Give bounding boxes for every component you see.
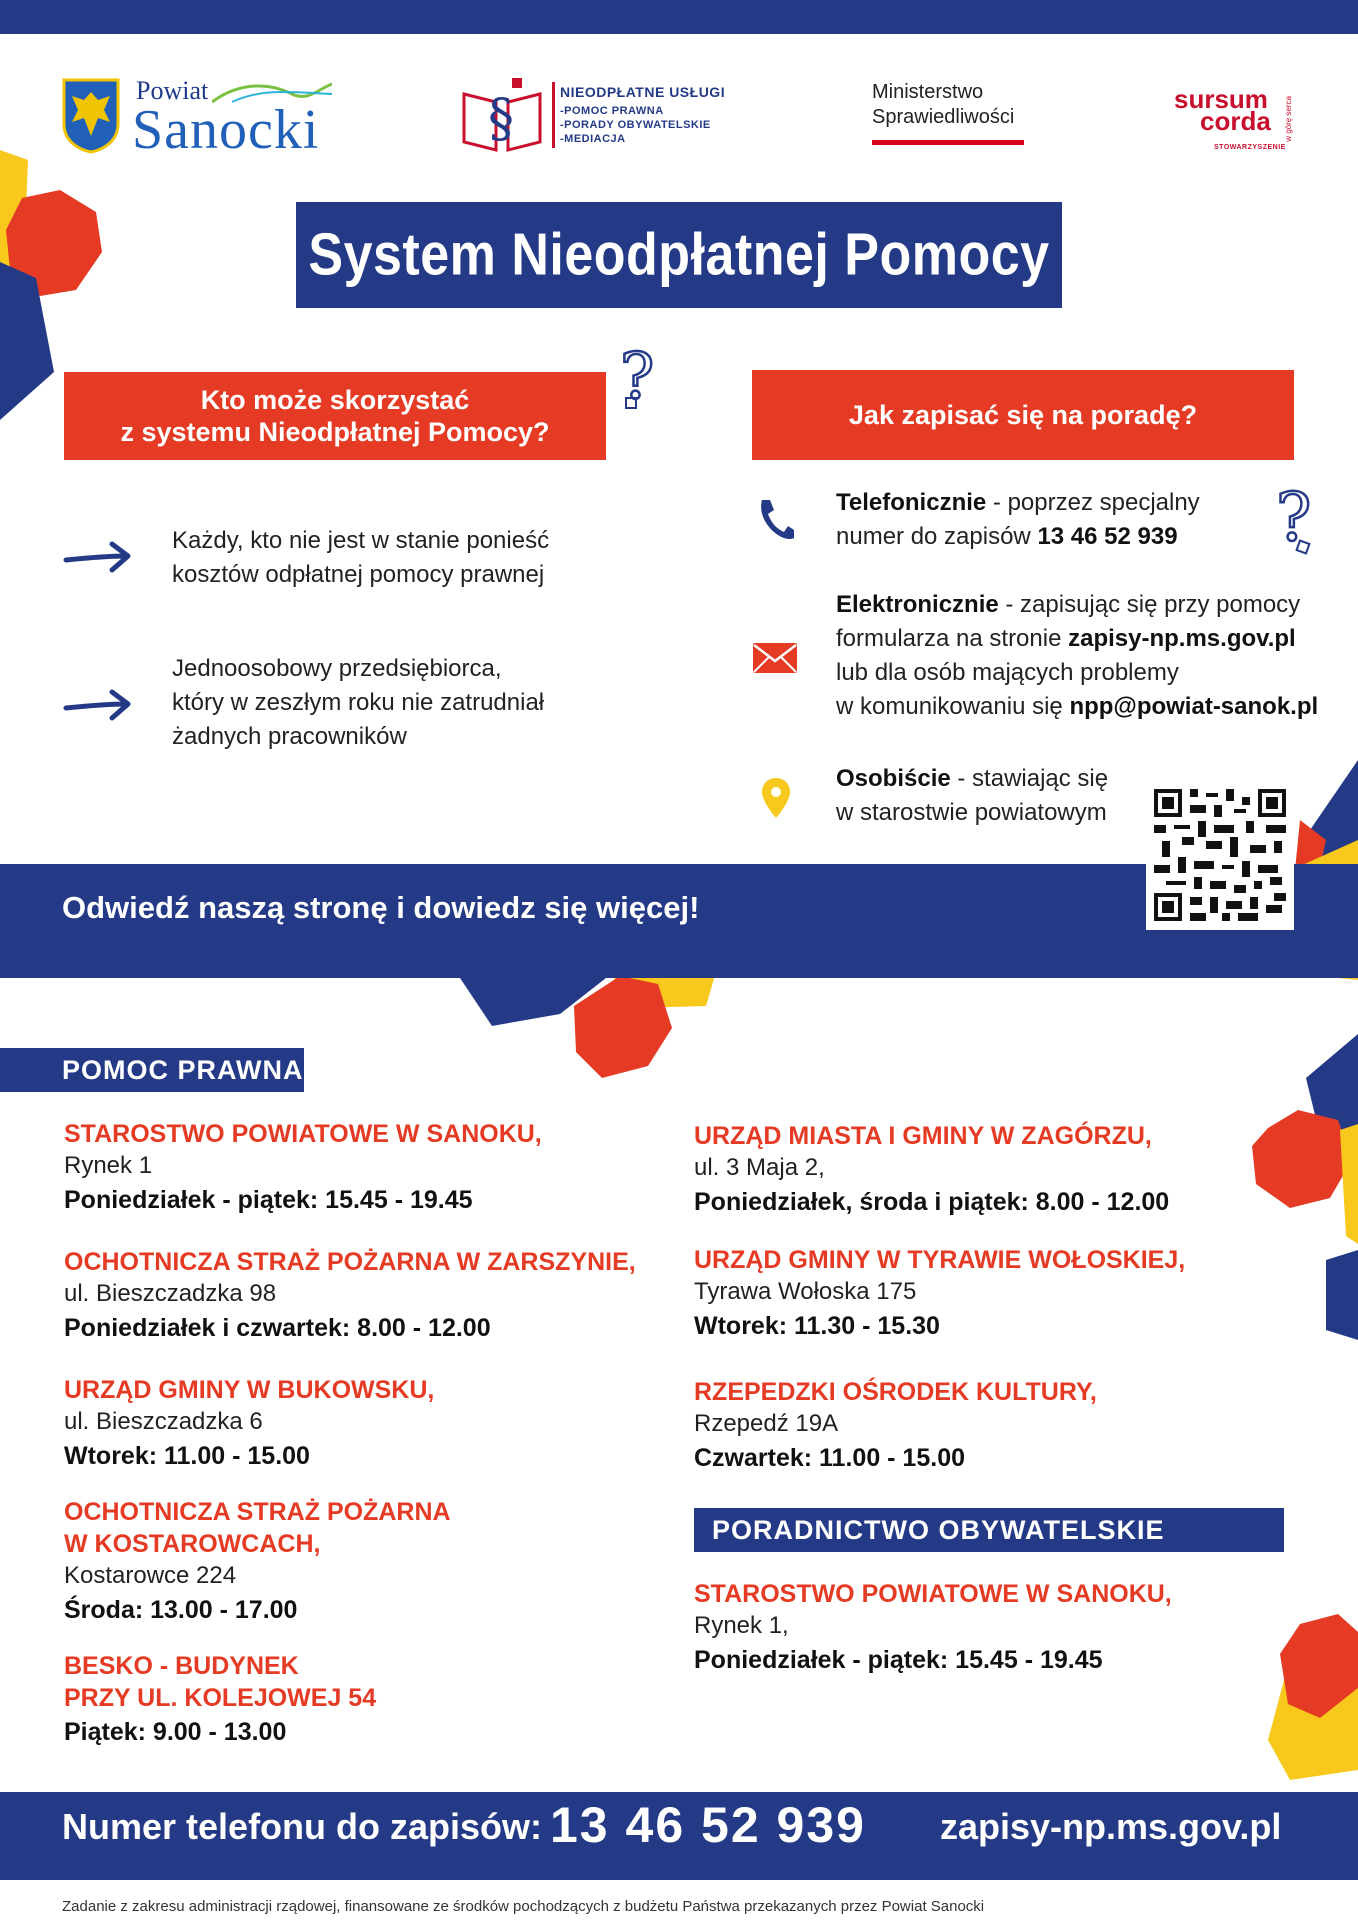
location-pin-icon [760, 776, 792, 820]
logo-powiat-sanocki [62, 76, 334, 161]
footer-phone[interactable]: 13 46 52 939 [550, 1797, 866, 1853]
who-item-2 [172, 652, 544, 754]
logo-sc-sub: STOWARZYSZENIE [1214, 144, 1286, 151]
logo-sc-side: w górę serca [1284, 96, 1293, 142]
how-phone-line2: numer do zapisów [836, 523, 1038, 550]
logo-powiat-word: Powiat [136, 76, 209, 105]
how-online-site[interactable]: zapisy-np.ms.gov.pl [1068, 625, 1296, 652]
legal-entry-3 [64, 1374, 434, 1474]
entry-name-line2: W KOSTAROWCACH, [64, 1530, 321, 1558]
entry-hours: Środa: 13.00 - 17.00 [64, 1596, 298, 1624]
logo-nu-line: -PORADY OBYWATELSKIE [560, 119, 711, 131]
entry-name: STAROSTWO POWIATOWE W SANOKU, [694, 1580, 1172, 1608]
phone-icon [754, 496, 796, 546]
top-bar [0, 0, 1358, 34]
who-header [64, 372, 606, 460]
entry-name: RZEPEDZKI OŚRODEK KULTURY, [694, 1378, 1097, 1406]
entry-name: URZĄD GMINY W TYRAWIE WOŁOSKIEJ, [694, 1246, 1186, 1274]
how-phone-number[interactable]: 13 46 52 939 [1037, 523, 1178, 550]
entry-address: ul. 3 Maja 2, [694, 1154, 825, 1181]
envelope-icon [752, 642, 798, 674]
entry-address: Rynek 1, [694, 1612, 789, 1639]
how-online-bold: Elektronicznie [836, 591, 999, 618]
question-mark-icon [1274, 480, 1324, 560]
legal-entry-2 [64, 1246, 636, 1346]
legal-aid-label-text: POMOC PRAWNA [62, 1054, 304, 1085]
how-phone [836, 486, 1200, 554]
entry-address: Tyrawa Wołoska 175 [694, 1278, 917, 1305]
question-mark-icon [616, 342, 672, 416]
logo-nu-title: NIEODPŁATNE USŁUGI [560, 84, 726, 100]
entry-name: STAROSTWO POWIATOWE W SANOKU, [64, 1120, 542, 1148]
logo-nieodplatne-uslugi [460, 76, 740, 156]
entry-address: Kostarowce 224 [64, 1562, 237, 1589]
entry-hours: Czwartek: 11.00 - 15.00 [694, 1444, 965, 1472]
legal-entry-1 [64, 1118, 542, 1218]
how-online [836, 588, 1318, 724]
how-personal-bold: Osobiście [836, 765, 951, 792]
page-title-box [296, 202, 1062, 308]
who-item-line: kosztów odpłatnej pomocy prawnej [172, 561, 545, 588]
civic-entry [694, 1578, 1172, 1678]
entry-hours: Poniedziałek - piątek: 15.45 - 19.45 [64, 1186, 473, 1214]
civic-advice-label-text: PORADNICTWO OBYWATELSKIE [712, 1514, 1165, 1545]
who-header-line: z systemu Nieodpłatnej Pomocy? [120, 417, 550, 447]
entry-name: BESKO - BUDYNEK [64, 1652, 299, 1680]
qr-code[interactable] [1146, 780, 1294, 930]
banner-text: Odwiedź naszą stronę i dowiedz się więcej! [62, 890, 700, 925]
who-item-line: Jednoosobowy przedsiębiorca, [172, 655, 502, 682]
logo-sursum-corda [1170, 86, 1300, 158]
how-online-line3: lub dla osób mających problemy [836, 659, 1179, 686]
logo-ms-line: Sprawiedliwości [872, 106, 1015, 128]
arrow-right-icon [62, 540, 134, 576]
legal-entry-6 [694, 1120, 1169, 1220]
entry-name-line2: PRZY UL. KOLEJOWEJ 54 [64, 1684, 377, 1712]
entry-hours: Poniedziałek, środa i piątek: 8.00 - 12.00 [694, 1188, 1170, 1216]
footer-label: Numer telefonu do zapisów: [62, 1806, 543, 1847]
entry-hours: Wtorek: 11.30 - 15.30 [694, 1312, 940, 1340]
how-online-rest: - zapisując się przy pomocy [998, 591, 1301, 618]
who-item-1 [172, 524, 549, 592]
logo-sc-word: sursum [1174, 84, 1268, 114]
how-personal-line2: w starostwie powiatowym [836, 799, 1107, 826]
entry-address: ul. Bieszczadzka 6 [64, 1408, 263, 1435]
how-header [752, 370, 1294, 460]
entry-address: Rynek 1 [64, 1152, 153, 1179]
entry-hours: Piątek: 9.00 - 13.00 [64, 1718, 287, 1746]
footer-url[interactable]: zapisy-np.ms.gov.pl [940, 1806, 1282, 1847]
entry-address: ul. Bieszczadzka 98 [64, 1280, 277, 1307]
who-item-line: Każdy, kto nie jest w stanie ponieść [172, 527, 550, 554]
who-item-line: który w zeszłym roku nie zatrudniał [172, 689, 545, 716]
entry-name: OCHOTNICZA STRAŻ POŻARNA W ZARSZYNIE, [64, 1248, 636, 1276]
legal-entry-7 [694, 1244, 1185, 1344]
how-phone-bold: Telefonicznie [836, 489, 987, 516]
legal-aid-label [0, 1048, 304, 1092]
entry-name: OCHOTNICZA STRAŻ POŻARNA [64, 1498, 451, 1526]
funding-note: Zadanie z zakresu administracji rządowej, finansowane ze środków pochodzących z budżetu Państwa przekazanych przez Powiat Sanocki [62, 1898, 985, 1915]
logo-sc-word: corda [1200, 106, 1271, 136]
qr-code-icon [1154, 788, 1286, 922]
entry-name: URZĄD GMINY W BUKOWSKU, [64, 1376, 435, 1404]
arrow-right-icon [62, 688, 134, 724]
who-header-line: Kto może skorzystać [200, 385, 470, 415]
how-phone-rest: - poprzez specjalny [986, 489, 1200, 516]
hills-icon [212, 80, 332, 104]
how-online-line4: w komunikowaniu się [836, 693, 1070, 720]
civic-advice-label [694, 1508, 1284, 1552]
paragraph-book-icon [460, 76, 544, 156]
entry-hours: Poniedziałek - piątek: 15.45 - 19.45 [694, 1646, 1103, 1674]
who-item-line: żadnych pracowników [172, 723, 407, 750]
how-header-text: Jak zapisać się na poradę? [848, 400, 1198, 430]
legal-entry-5 [64, 1650, 376, 1750]
how-personal-rest: - stawiając się [950, 765, 1109, 792]
svg-text:§: § [488, 89, 514, 149]
svg-text:?: ? [1276, 480, 1312, 556]
legal-entry-8 [694, 1376, 1097, 1476]
page-title: System Nieodpłatnej Pomocy [308, 221, 1050, 289]
how-online-email[interactable]: npp@powiat-sanok.pl [1069, 693, 1319, 720]
entry-address: Rzepedź 19A [694, 1410, 839, 1437]
logo-ms-line: Ministerstwo [872, 81, 984, 103]
how-personal [836, 762, 1108, 830]
logo-ministerstwo [872, 80, 1032, 150]
logo-sanocki-word: Sanocki [132, 99, 320, 161]
crest-icon [62, 78, 120, 154]
how-online-line2: formularza na stronie [836, 625, 1069, 652]
svg-text:?: ? [620, 342, 655, 414]
entry-hours: Poniedziałek i czwartek: 8.00 - 12.00 [64, 1314, 491, 1342]
entry-hours: Wtorek: 11.00 - 15.00 [64, 1442, 310, 1470]
logo-nu-line: -MEDIACJA [560, 133, 626, 145]
logo-nu-line: -POMOC PRAWNA [560, 105, 664, 117]
entry-name: URZĄD MIASTA I GMINY W ZAGÓRZU, [694, 1122, 1152, 1150]
legal-entry-4 [64, 1496, 451, 1628]
